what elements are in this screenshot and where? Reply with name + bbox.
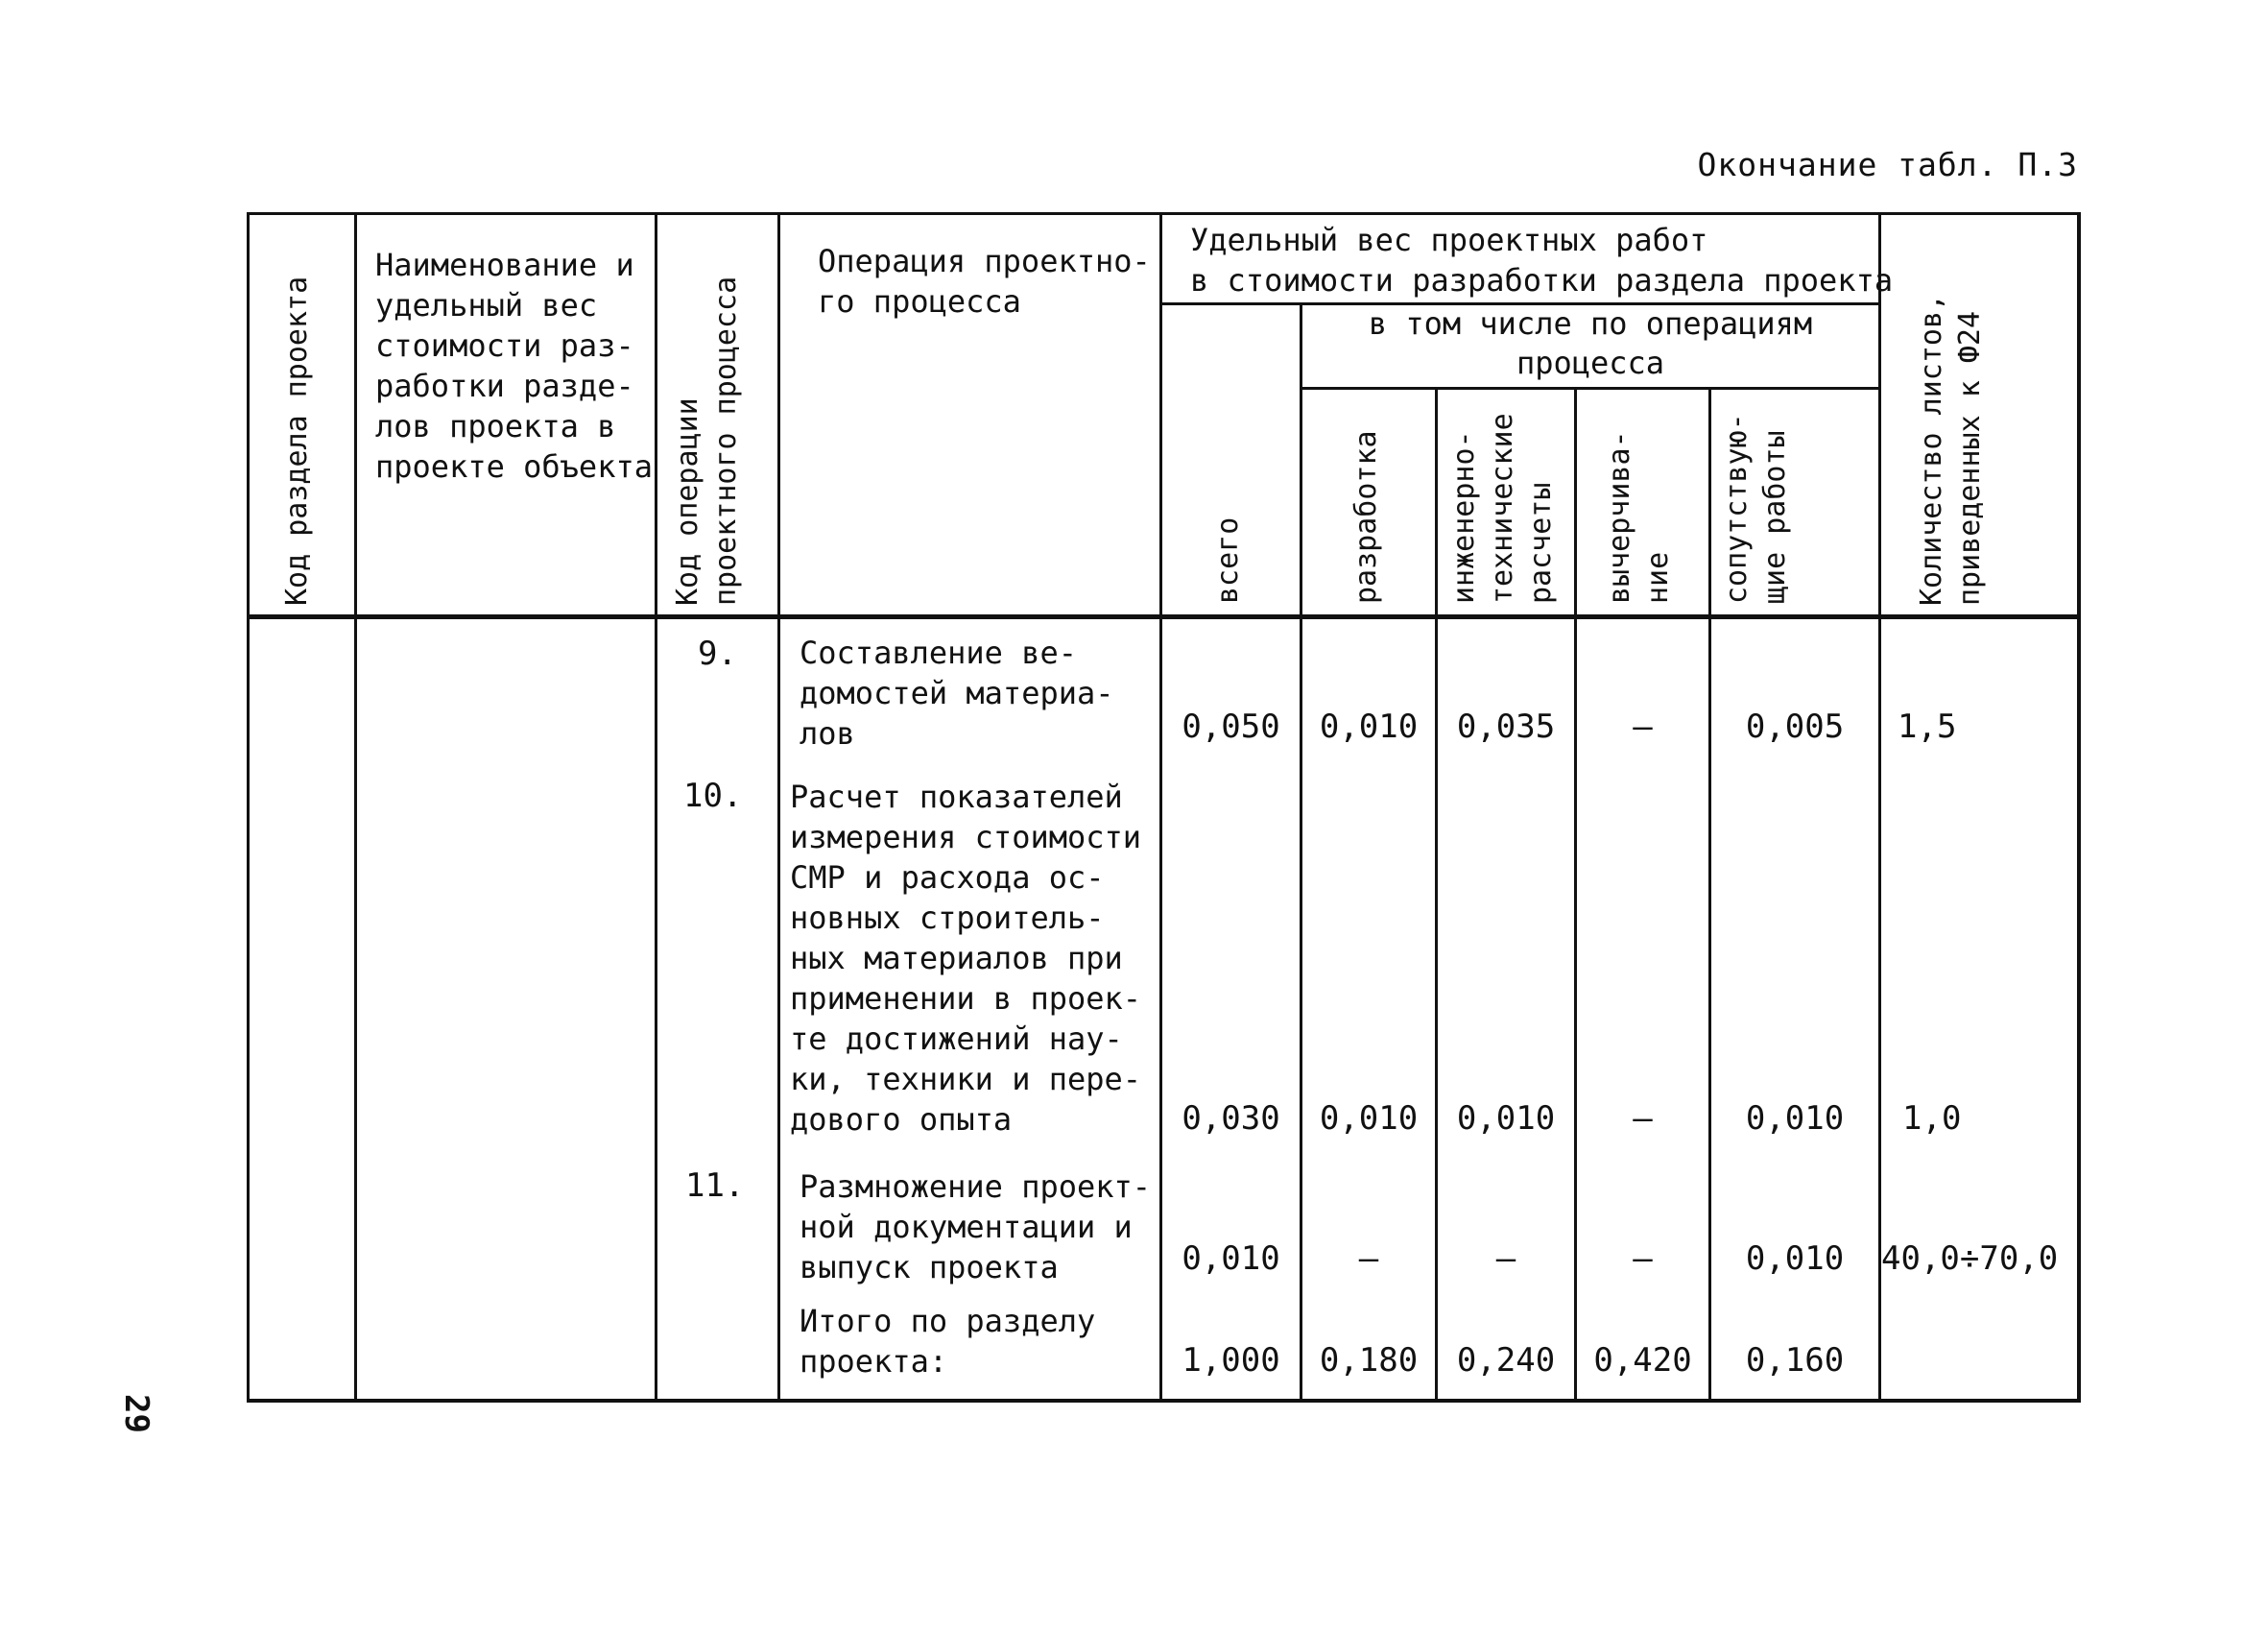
total-related: 0,160 bbox=[1745, 1341, 1845, 1380]
col-divider bbox=[1159, 212, 1162, 1403]
data-table bbox=[247, 212, 2081, 1403]
row-related: 0,010 bbox=[1745, 1099, 1845, 1138]
row-operation: Расчет показателей измерения стоимости СМР и расхода ос- новных строитель- ных материалов при применении в проек- те достижений нау- ки, техники и пере- дового опыта bbox=[790, 779, 1142, 1138]
row-development: – bbox=[1358, 1239, 1379, 1278]
header-weight-group: Удельный вес проектных работ в стоимости разработки раздела проекта bbox=[1190, 222, 1894, 299]
row-engineering: 0,035 bbox=[1456, 708, 1556, 746]
row-sheets: 1,5 bbox=[1898, 708, 1957, 746]
row-related: 0,010 bbox=[1745, 1239, 1845, 1278]
row-engineering: 0,010 bbox=[1456, 1099, 1556, 1138]
header-development: разработка bbox=[1349, 430, 1383, 604]
row-number: 9. bbox=[698, 635, 737, 673]
header-subline bbox=[1300, 387, 1881, 390]
table-caption: Окончание табл. П.3 bbox=[1697, 146, 2078, 183]
row-number: 10. bbox=[683, 777, 743, 815]
header-by-operations: в том числе по операциям процесса bbox=[1368, 305, 1813, 381]
row-drafting: – bbox=[1633, 708, 1653, 746]
col-divider bbox=[1878, 212, 1881, 1403]
row-development: 0,010 bbox=[1319, 1099, 1419, 1138]
col-divider bbox=[1300, 303, 1302, 1403]
row-drafting: – bbox=[1633, 1099, 1653, 1138]
row-sheets: 40,0÷70,0 bbox=[1881, 1239, 2059, 1278]
header-separator bbox=[247, 614, 2081, 619]
row-number: 11. bbox=[685, 1166, 745, 1205]
header-op-code: Код операции проектного процесса bbox=[671, 276, 743, 606]
col-divider bbox=[777, 212, 780, 1403]
row-drafting: – bbox=[1633, 1239, 1653, 1278]
row-sheets: 1,0 bbox=[1902, 1099, 1962, 1138]
total-development: 0,180 bbox=[1319, 1341, 1419, 1380]
row-development: 0,010 bbox=[1319, 708, 1419, 746]
col-divider bbox=[655, 212, 657, 1403]
page-number: 29 bbox=[117, 1394, 155, 1433]
row-operation: Размножение проект- ной документации и выпуск проекта bbox=[800, 1168, 1152, 1285]
row-operation: Составление ве- домостей материа- лов bbox=[800, 635, 1114, 752]
table-border-left bbox=[247, 212, 250, 1403]
header-sheets: Количество листов, приведенных к Ф24 bbox=[1915, 293, 1987, 606]
header-engineering: инженерно- технические расчеты bbox=[1447, 413, 1558, 604]
header-operation: Операция проектно- го процесса bbox=[818, 243, 1151, 320]
header-code: Код раздела проекта bbox=[280, 276, 314, 606]
col-divider bbox=[354, 212, 357, 1403]
total-drafting: 0,420 bbox=[1593, 1341, 1692, 1380]
table-border-bottom bbox=[247, 1399, 2081, 1403]
row-total: 0,030 bbox=[1182, 1099, 1280, 1138]
header-total: всего bbox=[1211, 516, 1245, 604]
header-name: Наименование и удельный вес стоимости раз- работки разде- лов проекта в проекте объекта bbox=[375, 247, 653, 485]
table-border-top bbox=[247, 212, 2081, 215]
header-drafting: вычерчива- ние bbox=[1603, 430, 1675, 604]
row-total: 0,050 bbox=[1182, 708, 1280, 746]
table-border-right bbox=[2077, 212, 2081, 1403]
total-value: 1,000 bbox=[1182, 1341, 1280, 1380]
row-related: 0,005 bbox=[1745, 708, 1845, 746]
total-label: Итого по разделу проекта: bbox=[800, 1303, 1096, 1380]
row-engineering: – bbox=[1495, 1239, 1516, 1278]
header-related: сопутствую- щие работы bbox=[1720, 413, 1792, 604]
row-total: 0,010 bbox=[1182, 1239, 1280, 1278]
total-engineering: 0,240 bbox=[1456, 1341, 1556, 1380]
